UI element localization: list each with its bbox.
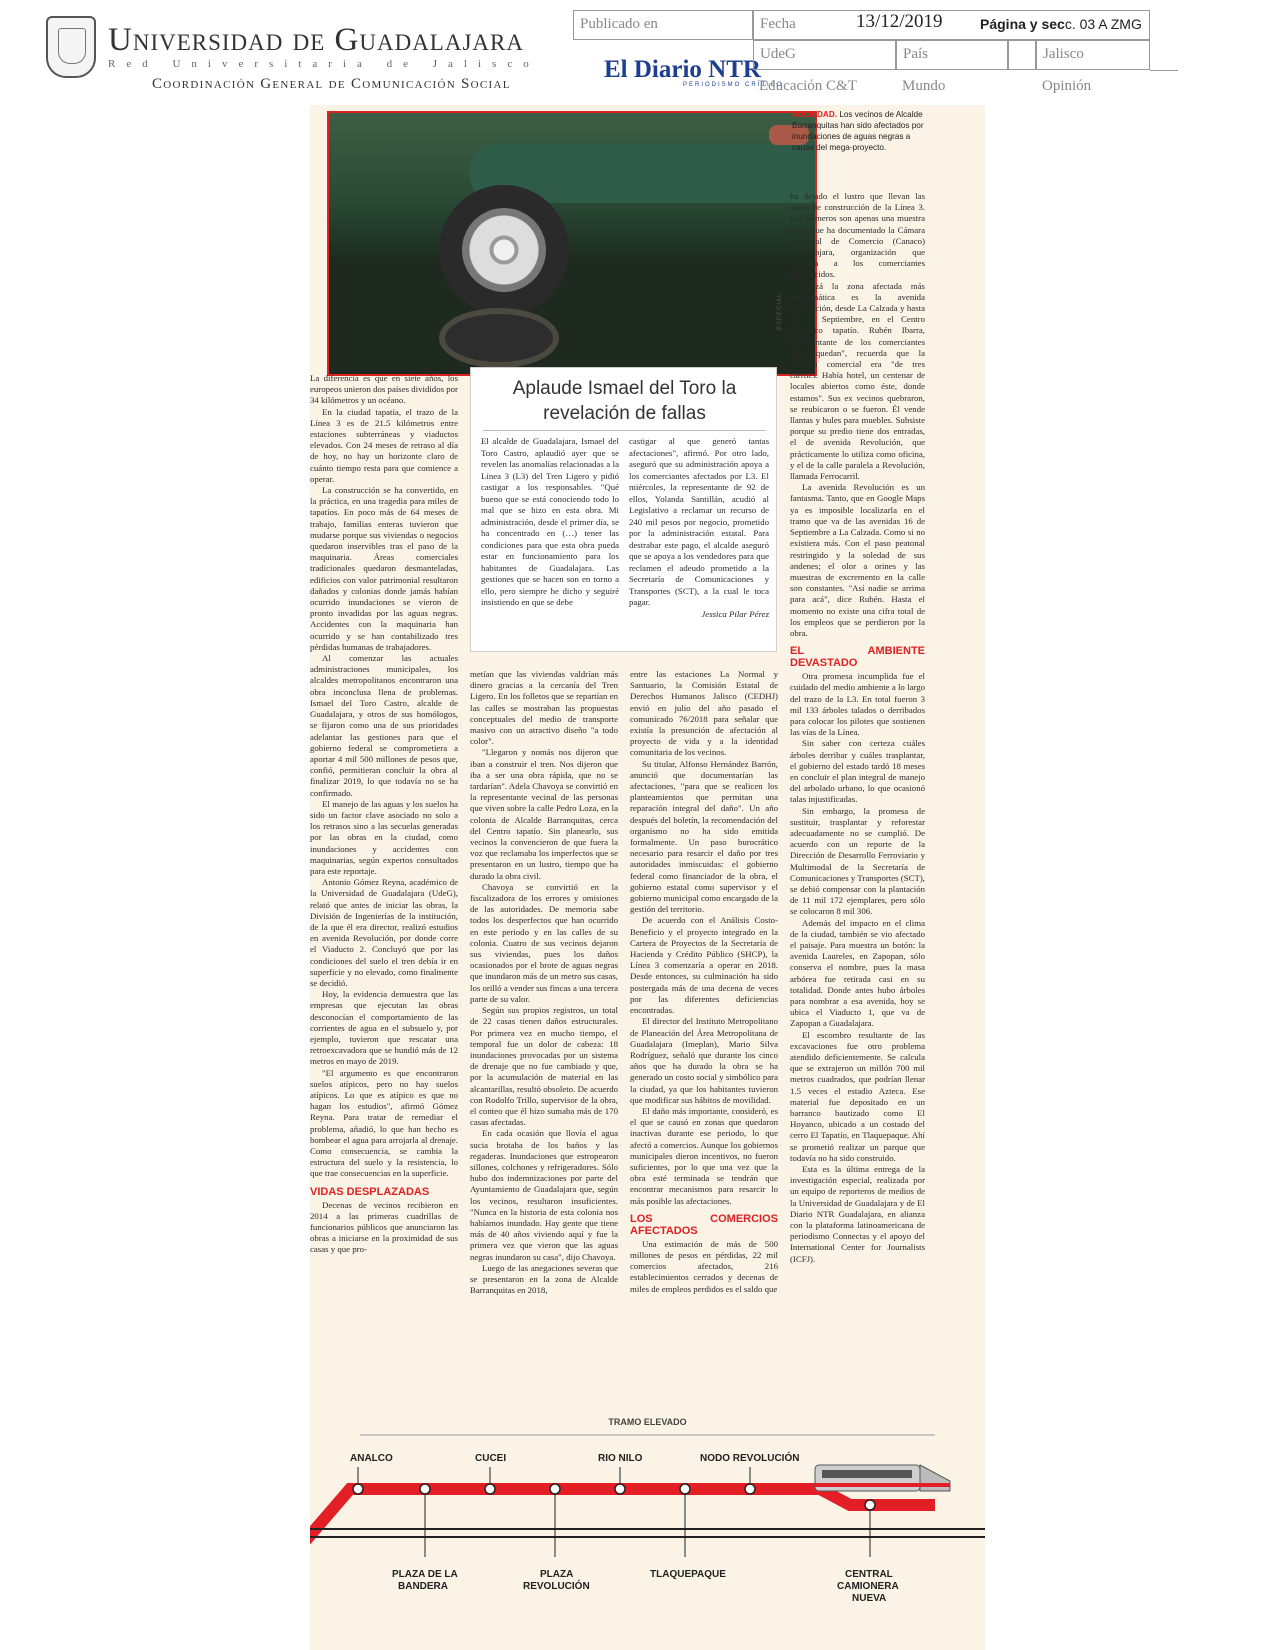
station-marker <box>485 1484 495 1494</box>
station-plaza-revolucion-1: PLAZA <box>540 1569 574 1580</box>
article-column-2 <box>470 669 618 1296</box>
station-plaza-revolucion-2: REVOLUCIÓN <box>523 1581 590 1592</box>
station-marker <box>550 1484 560 1494</box>
section-opinion: Opinión <box>1042 78 1092 94</box>
pagina-label: Página y sec <box>980 16 1065 32</box>
paragraph: "El argumento es que encontraron suelos atípicos, pero no hay suelos atípicos. Lo que es atípico es que no hagan los estudios", afirmó Gómez Reyna. Para tratar de remediar el problema, añadió, lo que han hecho es bombear el agua para arrojarla al drenaje. Como consecuencia, se cambia la estructura del suelo y la resistencia, lo que trae consecuencias en la superficie. <box>310 1067 458 1179</box>
paragraph: Decenas de vecinos recibieron en 2014 a las primeras cuadrillas de funcionarios públicos que anunciaron las obras a iniciarse en la proximidad de sus casas y que pro- <box>310 1199 458 1255</box>
sidebar-text-1: El alcalde de Guadalajara, Ismael del Toro Castro, aplaudió ayer que se revelen las anomalías relacionadas a la Línea 3 (L3) del Tren Ligero y pidió castigar a los responsables. "Qué bueno que se está conociendo todo lo mal que se hizo en esta obra. Mi administración, desde el primer día, se ha concentrado en (…) tener las condiciones para que esta obra pueda estar en funcionamiento para los habitantes de Guadalajara. Las gestiones que se hacen son en torno a ello, pero siempre he dicho y seguiré insistiendo en que se debe <box>481 436 619 607</box>
paragraph: De acuerdo con el Análisis Costo-Beneficio y el proyecto integrado en la Cartera de Proyectos de la Secretaría de Hacienda y Crédito Público (SHCP), la Línea 3 comenzaría a operar en 2018. Desde entonces, su culminación ha sido postergada más de una decena de veces por las diferentes deficiencias encontradas. <box>630 915 778 1016</box>
station-central-3: NUEVA <box>852 1593 887 1604</box>
university-network: Red Universitaria de Jalisco <box>108 58 540 70</box>
train-icon <box>815 1465 950 1491</box>
wheel-rim-icon <box>462 208 546 292</box>
paragraph: Quizá la zona afectada más emblemática es la avenida Revolución, desde La Calzada y hasta 16 de Septiembre, en el Centro Histórico tapatío. Rubén Ibarra, representante de los comerciantes "que quedan", recuerda que la avenida comercial era "de tres carriles. Había hotel, un centenar de locales abiertos como éste, donde estamos". Sus ex vecinos quebraron, se reubicaron o se fueron. Él vende llantas y hules para muebles. Subsiste porque su predio tiene dos entradas, el de avenida Revolución, que prácticamente lo utiliza como oficina, y el de la calle paralela a Revolución, llamada Ferrocarril. <box>790 280 925 482</box>
pagina-field <box>980 16 1142 32</box>
fecha-value: 13/12/2019 <box>856 11 943 32</box>
pagina-value: c. 03 A ZMG <box>1064 16 1142 32</box>
university-seal-icon <box>46 16 96 78</box>
paragraph: Hoy, la evidencia demuestra que las empresas que ejecutan las obras desconocían el comportamiento de las corrientes de agua en el subsuelo y, por ejemplo, tuvieron que rescatar una retroexcavadora que se hundió más de 12 metros en mayo de 2019. <box>310 989 458 1067</box>
section-divider <box>1008 40 1036 70</box>
sidebar-byline: Jessica Pilar Pérez <box>701 608 769 619</box>
published-label: Publicado en <box>573 10 753 40</box>
paragraph: Sin embargo, la promesa de sustituir, trasplantar y reforestar adecuadamente no se cumplió. De acuerdo con un reporte de la Dirección de Desarrollo Ferroviario y Multimodal de la Secretaría de Comunicaciones y Transportes (SCT), se debió compensar con la plantación de 11 mil 172 ejemplares, pero sólo se colocaron 8 mil 306. <box>790 805 925 917</box>
section-jalisco: Jalisco <box>1036 40 1150 70</box>
paragraph: Además del impacto en el clima de la ciudad, también se vio afectado el paisaje. Para muestra un botón: la avenida Laureles, en Zapopan, sólo conserva el nombre, pues la masa arbórea fue retirada casi en su totalidad. Donde antes hubo árboles para nombrar a esa avenida, hoy se ubica el Viaducto 1, que va de Zapopan a Guadalajara. <box>790 917 925 1029</box>
subheading-comercios: LOS COMERCIOS AFECTADOS <box>630 1212 778 1237</box>
photo-caption <box>792 109 925 153</box>
loose-tire-icon <box>439 308 559 368</box>
station-nodo-revolucion: NODO REVOLUCIÓN <box>700 1453 800 1464</box>
sidebar-title: Aplaude Ismael del Toro la revelación de fallas <box>512 378 737 424</box>
article-column-4 <box>790 191 925 1265</box>
paragraph: El director del Instituto Metropolitano de Planeación del Área Metropolitana de Guadalajara (Imeplan), Mario Silva Rodríguez, señaló que durante los cinco años que ha durado la obra se ha generado un costo social y simbólico para la ciudad, ya que los habitantes tuvieron que modificar sus hábitos de movilidad. <box>630 1016 778 1105</box>
paragraph: "Llegaron y nomás nos dijeron que iban a construir el tren. Nos dijeron que iba a ser una obra rápida, que no se tardarían". Adela Chavoya se convirtió en la representante vecinal de las personas que viven sobre la calle Pedro Loza, en la colonia de Alcalde Barranquitas, cerca del Centro tapatío. Sin planearlo, sus vecinos la convencieron de que fuera la voz que reclamaba los imperfectos que se presentaron en un lustro, tiempo que ha durado la obra civil. <box>470 747 618 881</box>
station-plaza-bandera-2: BANDERA <box>398 1581 448 1592</box>
line-3-route <box>310 1489 935 1547</box>
photo-ground <box>329 257 815 374</box>
newspaper-tagline: PERIODISMO CRÍTICO <box>683 82 784 88</box>
paragraph: entre las estaciones La Normal y Santuario, la Comisión Estatal de Derechos Humanos Jalisco (CEDHJ) envió en julio del año pasado el comunicado 76/2018 para señalar que existía la presunción de afectación al proyecto de vida y a la identidad comunitaria de los vecinos. <box>630 669 778 758</box>
caption-text: Los vecinos de Alcalde Barranquitas han sido afectados por inundaciones de aguas negras a causa del mega-proyecto. <box>792 110 924 152</box>
station-cucei: CUCEI <box>475 1453 507 1464</box>
paragraph: Luego de las anegaciones severas que se presentaron en la zona de Alcalde Barranquitas en 2018, <box>470 1262 618 1296</box>
route-map <box>310 1427 985 1650</box>
station-marker <box>680 1484 690 1494</box>
station-marker <box>745 1484 755 1494</box>
coordination-name: Coordinación General de Comunicación Social <box>152 76 511 92</box>
subheading-vidas: VIDAS DESPLAZADAS <box>310 1185 430 1198</box>
sidebar-column-1 <box>481 436 619 609</box>
section-mundo: Mundo <box>902 78 946 94</box>
paragraph: En la ciudad tapatía, el trazo de la Línea 3 es de 21.5 kilómetros entre estaciones subterráneas y viaductos elevados. Con 24 meses de retraso al día de hoy, no hay un horizonte claro de cuánto tiempo resta para que comience a operar. <box>310 406 458 484</box>
station-marker <box>865 1500 875 1510</box>
station-marker <box>420 1484 430 1494</box>
newspaper-logo: El Diario NTR <box>604 56 761 83</box>
map-title: TRAMO ELEVADO <box>608 1417 687 1427</box>
paragraph: Otra promesa incumplida fue el cuidado del medio ambiente a lo largo del trazo de la L3. En total fueron 3 mil 133 árboles talados o derribados para colocar los pilotes que sostienen las vías de la Línea. <box>790 671 925 738</box>
sidebar-rule <box>483 430 766 431</box>
station-analco: ANALCO <box>350 1453 393 1464</box>
station-tlaquepaque: TLAQUEPAQUE <box>650 1569 726 1580</box>
paragraph: Su titular, Alfonso Hernández Barrón, anunció que documentarían las afectaciones, "para que se realicen los planteamientos que permitan una reparación integral del daño". Un año después del boletín, la recomendación del organismo no ha sido emitida formalmente. Un paso burocrático necesario para resarcir el daño por tres autoridades inmiscuidas: el gobierno federal como financiador de la obra, el gobierno estatal como supervisor y el gobierno municipal como encargado de la gestión del territorio. <box>630 758 778 915</box>
paragraph: Chavoya se convirtió en la fiscalizadora de los errores y omisiones de las autoridades. De memoria sabe todos los desperfectos que han ocurrido en este periodo y en las calles de su colonia. Cuatro de sus vecinos dejaron sus viviendas, pues los daños ocasionados por el brote de aguas negras que inundaron más de un metro sus casas, los orilló a vender sus fincas a una tercera parte de su valor. <box>470 881 618 1004</box>
paragraph: Al comenzar las actuales administraciones municipales, los alcaldes metropolitanos encontraron una obra inconclusa llena de problemas. Ismael del Toro Castro, alcalde de Guadalajara, y otros de sus homólogos, se fijaron como una de sus prioridades adelantar las gestiones para que el gobierno federal se comprometiera a aportar 4 mil 500 millones de pesos que, confió, permitieran concluir la obra al finalizar 2019, lo que todavía no se ha confirmado. <box>310 653 458 798</box>
station-central-1: CENTRAL <box>845 1569 893 1580</box>
sidebar-text-2: castigar al que generó tantas afectaciones", afirmó. Por otro lado, aseguró que su administración apoya a los comerciantes afectados por L3. El miércoles, la representante de 92 de ellos, Yolanda Santillán, acudió al Legislativo a reclamar un recurso de 240 mil pesos por negocio, prometido por la administración estatal. Para destrabar este pago, el alcalde aseguró que se apoya a los vendedores para que reclamen el adeudo prometido a la Secretaría de Comunicaciones y Transportes (SCT), a la cual le toca pagar. <box>629 436 769 607</box>
paragraph: ha dejado el lustro que llevan las obras de construcción de la Línea 3. Los números son apenas una muestra de lo que ha documentado la Cámara Nacional de Comercio (Canaco) Guadalajara, organización que aglutina a los comerciantes establecidos. <box>790 191 925 280</box>
photo-credit: ESPECIAL <box>777 292 783 330</box>
paragraph: El escombro resultante de las excavaciones fue otro problema atendido deficientemente. Se calcula que se extrajeron un millón 700 mil metros cuadrados, que podrían llenar 1.5 veces el estadio Azteca. Ese material fue depositado en un barranco bautizado como El Hoyanco, ubicado a un costado del cerro El Tapatío, en Tlaquepaque. Ahí se prometió realizar un parque que todavía no ha sido construido. <box>790 1029 925 1163</box>
flooded-car-photo <box>327 111 817 376</box>
subheading-ambiente: EL AMBIENTE DEVASTADO <box>790 645 925 670</box>
sidebar-box <box>470 367 777 652</box>
station-central-2: CAMIONERA <box>837 1581 899 1592</box>
university-name: Universidad de Guadalajara <box>108 22 524 58</box>
article-column-3 <box>630 669 778 1295</box>
meta-rule <box>1150 70 1178 71</box>
paragraph: La construcción se ha convertido, en la práctica, en una tragedia para miles de tapatíos. En poco más de 64 meses de trabajo, familias enteras tuvieron que mudarse porque sus viviendas o negocios quedaron inservibles tras el paso de la maquinaria. Áreas comerciales tradicionales quedaron desmanteladas, edificios con valor patrimonial resultaron dañados y colonias donde jamás habían ocurrido inundaciones se vieron de pronto invadidas por las aguas negras. Accidentes con la maquinaria han ocurrido y se han contabilizado tres pérdidas humanas de trabajadores. <box>310 485 458 652</box>
station-marker <box>615 1484 625 1494</box>
section-educacion: Educación C&T <box>759 78 857 94</box>
station-rio-nilo: RIO NILO <box>598 1453 643 1464</box>
paragraph: En cada ocasión que llovía el agua sucia brotaba de los baños y las regaderas. Inundaciones que estropearon sillones, colchones y refrigeradores. Sólo hubo dos indemnizaciones por parte del Ayuntamiento de Guadalajara que, según los vecinos, resultaron insuficientes. "Nunca en la historia de esta colonia nos habíamos inundado. Hay gente que tiene más de 40 años viviendo aquí y fue la primera vez que vieron que las aguas negras inundaron su casa", dijo Chavoya. <box>470 1128 618 1262</box>
paragraph: Antonio Gómez Reyna, académico de la Universidad de Guadalajara (UdeG), relató que antes de iniciar las obras, la División de Ingenierías de la institución, de la que él era director, realizó estudios en avenida Revolución, por donde corre el Viaducto 2. Concluyó que por las condiciones del suelo el tren debía ir en superficie y no elevado, como finalmente se decidió. <box>310 877 458 988</box>
paragraph: El manejo de las aguas y los suelos ha sido un factor clave asociado no solo a los retrasos sino a las secuelas generadas por las obras en la ciudad, como inundaciones y accidentes con maquinarias, según expertos consultados para este reportaje. <box>310 798 458 876</box>
paragraph: Según sus propios registros, un total de 22 casas tienen daños estructurales. Por primera vez en mucho tiempo, el temporal fue un dolor de cabeza: 18 inundaciones provocadas por un sistema de drenaje que no fue cambiado y que, por la acumulación de material en las alcantarillas, resultó obsoleto. De acuerdo con Rodolfo Trillo, supervisor de la obra, el conteo que él hizo sumaba más de 170 casas afectadas. <box>470 1005 618 1128</box>
section-pais: País <box>896 40 1008 70</box>
paragraph: Sin saber con certeza cuáles árboles derribar y cuáles trasplantar, el gobierno del estado tardó 18 meses en concluir el plan integral de manejo del arbolado urbano, lo que ocasionó talas injustificadas. <box>790 738 925 805</box>
paragraph: Esta es la última entrega de la investigación especial, realizada por un equipo de reporteros de medios de la Universidad de Guadalajara y de El Diario NTR Guadalajara, en alianza con la plataforma latinoamericana de periodismo Connectas y el apoyo del International Center for Journalists (ICFJ). <box>790 1164 925 1264</box>
sidebar-column-2 <box>629 436 769 620</box>
paragraph: La diferencia es que en siete años, los europeos unieron dos países divididos por 34 kilómetros y un océano. <box>310 373 458 406</box>
newspaper-clipping <box>310 105 985 1650</box>
station-plaza-bandera-1: PLAZA DE LA <box>392 1569 458 1580</box>
paragraph: metían que las viviendas valdrían más dinero gracias a la cercanía del Tren Ligero. En los folletos que se repartían en las calles se mostraban las propuestas conceptuales del medio de transporte masivo con un atractivo diseño "a todo color". <box>470 669 618 747</box>
fecha-label: Fecha <box>753 10 1150 40</box>
paragraph: La avenida Revolución es un fantasma. Tanto, que en Google Maps ya es imposible localizarla en el tramo que va de las avenidas 16 de Septiembre a La Calzada. Como si no existiera más. Con el paso peatonal restringido y la soledad de sus andenes; el olor a orines y las muestras de excremento en la calle son constantes. "Así nadie se arrima para acá", dice Rubén. Hasta el momento no existe una cifra total de los empleos que se perdieron por la obra. <box>790 482 925 638</box>
section-udeg: UdeG <box>753 40 896 70</box>
caption-lead: SUCIEDAD. <box>792 110 838 119</box>
paragraph: Una estimación de más de 500 millones de pesos en pérdidas, 22 mil comercios afectados, 216 establecimientos cerrados y decenas de miles de empleos perdidos es el saldo que <box>630 1238 778 1294</box>
paragraph: El daño más importante, consideró, es el que se causó en zonas que quedaron inactivas durante ese periodo, lo que afectó a comercios. Aunque los gobiernos municipales dieron incentivos, no fueron suficientes, por lo que una vez que la obra esté terminada se tendrán que encontrar mecanismos para resarcir lo más posible las afectaciones. <box>630 1105 778 1206</box>
station-marker <box>353 1484 363 1494</box>
article-column-1 <box>310 373 458 1256</box>
